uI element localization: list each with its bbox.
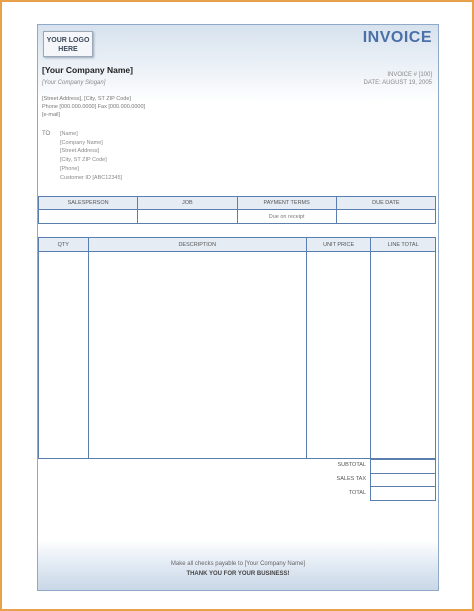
thank-you-note: THANK YOU FOR YOUR BUSINESS!: [186, 571, 290, 577]
due-date-cell[interactable]: [336, 210, 435, 224]
items-header-row: [39, 238, 436, 252]
subtotal-value[interactable]: [370, 459, 436, 474]
payment-terms-cell[interactable]: Due on receipt: [237, 210, 336, 224]
to-label: TO: [42, 131, 51, 137]
logo-line-1: YOUR LOGO: [46, 37, 90, 44]
unit-price-column[interactable]: [306, 252, 371, 459]
items-table: [38, 237, 436, 459]
salesperson-header: SALESPERSON: [39, 197, 138, 210]
invoice-title: INVOICE: [362, 29, 432, 46]
invoice-page: [37, 24, 439, 591]
company-name: [Your Company Name]: [42, 65, 133, 75]
qty-column[interactable]: [39, 252, 89, 459]
total-value[interactable]: [370, 487, 436, 501]
to-city: [City, ST ZIP Code]: [60, 157, 107, 163]
address-line-phone: Phone [000.000.0000] Fax [000.000.0000]: [42, 104, 146, 110]
to-customer-id: Customer ID [ABC12345]: [60, 175, 123, 181]
invoice-number: INVOICE # [100]: [387, 72, 432, 78]
unit-price-header: UNIT PRICE: [306, 238, 371, 252]
terms-row: [39, 210, 436, 224]
logo-line-2: HERE: [58, 46, 78, 53]
terms-header-row: [39, 197, 436, 210]
due-date-header: DUE DATE: [336, 197, 435, 210]
to-phone: [Phone]: [60, 166, 79, 172]
address-line-email: [e-mail]: [42, 112, 61, 118]
terms-table: [38, 196, 436, 224]
qty-header: QTY: [39, 238, 89, 252]
items-body-row: [39, 252, 436, 459]
payment-terms-header: PAYMENT TERMS: [237, 197, 336, 210]
to-company: [Company Name]: [60, 140, 103, 146]
totals-block: [306, 459, 436, 501]
to-name: [Name]: [60, 131, 78, 137]
sales-tax-row: [306, 473, 436, 487]
company-slogan: [Your Company Slogan]: [42, 80, 106, 86]
salesperson-cell[interactable]: [39, 210, 138, 224]
subtotal-label: SUBTOTAL: [337, 462, 366, 468]
payable-note: Make all checks payable to [Your Company Name]: [170, 561, 306, 567]
invoice-date: DATE: AUGUST 19, 2005: [363, 80, 432, 86]
job-header: JOB: [138, 197, 237, 210]
job-cell[interactable]: [138, 210, 237, 224]
total-label: TOTAL: [348, 490, 366, 496]
company-logo: [43, 31, 93, 57]
address-line-street: [Street Address], [City, ST ZIP Code]: [42, 96, 131, 102]
line-total-column[interactable]: [371, 252, 436, 459]
sales-tax-value[interactable]: [370, 473, 436, 487]
sales-tax-label: SALES TAX: [336, 476, 366, 482]
description-header: DESCRIPTION: [88, 238, 306, 252]
total-row: [306, 487, 436, 501]
description-column[interactable]: [88, 252, 306, 459]
line-total-header: LINE TOTAL: [371, 238, 436, 252]
to-street: [Street Address]: [60, 148, 100, 154]
subtotal-row: [306, 459, 436, 473]
